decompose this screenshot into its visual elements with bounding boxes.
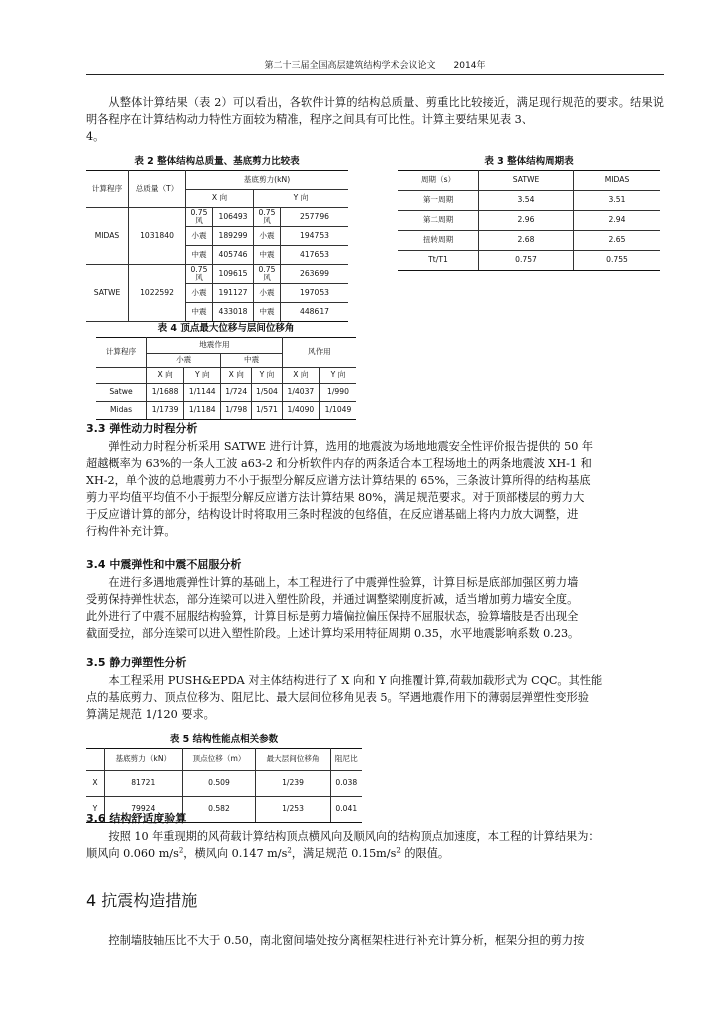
- section-3-5-title: 3.5 静力弹塑性分析: [86, 656, 187, 669]
- table4-header-medium: 中震: [221, 354, 282, 368]
- section-3-4-line: 在进行多遇地震弹性计算的基础上，本工程进行了中震弹性验算，计算目标是底部加强区剪力墙: [108, 576, 579, 589]
- section-3-3-line: XH-2，单个波的总地震剪力不小于振型分解反应谱方法计算结果的 65%，三条波计算所得的结构基底: [86, 474, 591, 487]
- table3-cell: 第一周期: [398, 191, 479, 211]
- table2-cell: 433018: [213, 303, 254, 322]
- table2-program-satwe: SATWE: [86, 265, 129, 322]
- table3-caption: 表 3 整体结构周期表: [484, 156, 574, 167]
- table2-mass-satwe: 1022592: [129, 265, 186, 322]
- section-3-5-line: 点的基底剪力、顶点位移为、阻尼比、最大层间位移角见表 5。罕遇地震作用下的薄弱层弹塑性变形验: [86, 691, 589, 704]
- section-3-3-body: [86, 438, 664, 540]
- section-3-4-line: 此外进行了中震不屈服结构验算，计算目标是剪力墙偏拉偏压保持不屈服状态，验算墙肢是否出现全: [86, 610, 579, 623]
- section-3-3-line: 弹性动力时程分析采用 SATWE 进行计算，选用的地震波为场地地震安全性评价报告提供的 50 年: [108, 440, 594, 453]
- table4-cell: 1/4037: [282, 384, 319, 402]
- table5-cell: 0.582: [182, 797, 256, 823]
- table4-cell: 1/724: [221, 384, 252, 402]
- section-3-3-line: 行构件补充计算。: [86, 525, 176, 538]
- page-header: 第二十三届全国高层建筑结构学术会议论文 2014年: [86, 58, 664, 75]
- table3-cell: 2.94: [574, 211, 660, 231]
- table3-cell: 2.65: [574, 231, 660, 251]
- table2-cell: 197053: [281, 284, 349, 303]
- section-3-3-title: 3.3 弹性动力时程分析: [86, 422, 198, 435]
- section-3-6-title: 3.6 结构舒适度验算: [86, 812, 187, 825]
- table2-cell: 191127: [213, 284, 254, 303]
- limit-suffix: 的限值。: [400, 847, 450, 860]
- table4-caption: 表 4 顶点最大位移与层间位移角: [157, 323, 295, 334]
- table2-cell: 小震: [186, 284, 213, 303]
- table3-cell: Tt/T1: [398, 251, 479, 271]
- table2-cell: 小震: [254, 284, 281, 303]
- table5-header: 阻尼比: [330, 749, 362, 771]
- section-4-title: 4 抗震构造措施: [86, 891, 198, 910]
- table2-cell: 小震: [254, 227, 281, 246]
- intro-line-2: 要求。结果说明各程序在计算结构动力特性方面较为精准，程序之间具有可比性。计算主要结果见表 3、: [86, 96, 664, 126]
- table3: [398, 170, 660, 271]
- table4-dir: Y 向: [184, 368, 221, 384]
- table2-cell: 194753: [281, 227, 349, 246]
- table2-cell: 189299: [213, 227, 254, 246]
- table3-cell: 2.68: [479, 231, 574, 251]
- table2-cell: 中震: [186, 246, 213, 265]
- table2-cell: 106493: [213, 208, 254, 227]
- table4-cell: 1/1739: [147, 402, 184, 420]
- wind-along-value: 顺风向 0.060 m/s: [86, 847, 179, 860]
- table2-cell: 448617: [281, 303, 349, 322]
- section-3-3-line: 超越概率为 63%的一条人工波 a63-2 和分析软件内存的两条适合本工程场地土的两条地震波 XH-1 和: [86, 457, 592, 470]
- table2-header-y: Y 向: [254, 190, 349, 208]
- table5-header: 基底剪力（kN）: [105, 749, 183, 771]
- table4-header-wind: 风作用: [282, 338, 356, 368]
- table2-cell: 417653: [281, 246, 349, 265]
- table4-cell: 1/798: [221, 402, 252, 420]
- code-limit-value: ，满足规范 0.15m/s: [291, 847, 397, 860]
- table4-cell: 1/1184: [184, 402, 221, 420]
- table5-cell: Y: [86, 797, 105, 823]
- table4-cell: Satwe: [96, 384, 147, 402]
- section-3-3-line: 剪力平均值平均值不小于振型分解反应谱方法计算结果 80%，满足规范要求。对于顶部楼层的剪力大: [86, 491, 585, 504]
- table2-header-x: X 向: [186, 190, 254, 208]
- table3-cell: 2.96: [479, 211, 574, 231]
- table2-cell: 0.75 风: [186, 208, 213, 227]
- table5-header: 最大层间位移角: [256, 749, 330, 771]
- table2-cell: 0.75 风: [186, 265, 213, 284]
- section-3-4-title: 3.4 中震弹性和中震不屈服分析: [86, 558, 242, 571]
- table4-cell: 1/990: [319, 384, 356, 402]
- section-3-6-line: [86, 845, 664, 862]
- table3-cell: 0.755: [574, 251, 660, 271]
- section-3-3-line: 于反应谱计算的部分，结构设计时将取用三条时程波的包络值，在反应谱基础上将内力放大调整，进: [86, 508, 579, 521]
- table4-cell: 1/1688: [147, 384, 184, 402]
- table5-cell: 0.509: [182, 771, 256, 797]
- table2-cell: 405746: [213, 246, 254, 265]
- table5-cell: 1/239: [256, 771, 330, 797]
- superscript: 2: [287, 846, 292, 855]
- intro-paragraph: [86, 94, 664, 145]
- section-3-4-line: 截面受拉，部分连梁可以进入塑性阶段。上述计算均采用特征周期 0.35，水平地震影响系数 0.23。: [86, 627, 580, 640]
- table3-cell: 0.757: [479, 251, 574, 271]
- table2-cell: 中震: [254, 303, 281, 322]
- table5-cell: 0.038: [330, 771, 362, 797]
- section-4-line: 控制墙肢轴压比不大于 0.50，南北窗间墙处按分离框架柱进行补充计算分析，框架分担的剪力按: [108, 934, 585, 947]
- table5-cell: 81721: [105, 771, 183, 797]
- table2-mass-midas: 1031840: [129, 208, 186, 265]
- table2: [86, 170, 348, 322]
- table3-header: MIDAS: [574, 171, 660, 191]
- table2-cell: 中震: [186, 303, 213, 322]
- section-3-5-line: 算满足规范 1/120 要求。: [86, 708, 215, 721]
- table4: [96, 337, 356, 420]
- section-3-6-body: [86, 828, 664, 862]
- table4-cell: Midas: [96, 402, 147, 420]
- section-3-4-body: [86, 574, 664, 642]
- table3-header: SATWE: [479, 171, 574, 191]
- intro-line-3: 4。: [86, 130, 105, 143]
- table2-cell: 109615: [213, 265, 254, 284]
- table2-cell: 小震: [186, 227, 213, 246]
- table3-header: 周期（s）: [398, 171, 479, 191]
- table2-caption: 表 2 整体结构总质量、基底剪力比较表: [134, 156, 300, 167]
- table2-cell: 0.75 风: [254, 265, 281, 284]
- section-3-4-line: 受剪保持弹性状态，部分连梁可以进入塑性阶段，并通过调整梁刚度折减，适当增加剪力墙安全度。: [86, 593, 579, 606]
- table4-cell: [96, 368, 147, 384]
- superscript: 2: [396, 846, 401, 855]
- table5-caption: 表 5 结构性能点相关参数: [169, 734, 279, 745]
- table3-cell: 第二周期: [398, 211, 479, 231]
- superscript: 2: [178, 846, 184, 855]
- table2-header-program: 计算程序: [86, 171, 129, 208]
- table5-cell: 79924: [105, 797, 183, 823]
- wind-across-value: ，横风向 0.147 m/s: [183, 847, 288, 860]
- table3-cell: 扭转周期: [398, 231, 479, 251]
- table4-cell: 1/571: [252, 402, 283, 420]
- table2-cell: 263699: [281, 265, 349, 284]
- section-3-5-body: [86, 672, 664, 723]
- table4-dir: X 向: [147, 368, 184, 384]
- table4-cell: 1/4090: [282, 402, 319, 420]
- intro-line-1: 从整体计算结果（表 2）可以看出，各软件计算的结构总质量、剪重比比较接近，满足现行规范的: [108, 96, 597, 109]
- table5-cell: 0.041: [330, 797, 362, 823]
- table4-cell: 1/1049: [319, 402, 356, 420]
- table5-header: 顶点位移（m）: [182, 749, 256, 771]
- table4-header-program: 计算程序: [96, 338, 147, 368]
- table2-cell: 257796: [281, 208, 349, 227]
- table2-header-mass: 总质量（T）: [129, 171, 186, 208]
- table4-cell: 1/1144: [184, 384, 221, 402]
- table5-header: [86, 749, 105, 771]
- table2-cell: 中震: [254, 246, 281, 265]
- table2-header-shear: 基底剪力(kN): [186, 171, 349, 190]
- table2-cell: 0.75 风: [254, 208, 281, 227]
- section-3-6-line: 按照 10 年重现期的风荷载计算结构顶点横风向及顺风向的结构顶点加速度，本工程的计算结果为：: [108, 830, 600, 843]
- table4-dir: X 向: [221, 368, 252, 384]
- table4-header-seismic: 地震作用: [147, 338, 283, 354]
- table4-header-small: 小震: [147, 354, 221, 368]
- table4-dir: Y 向: [252, 368, 283, 384]
- table2-program-midas: MIDAS: [86, 208, 129, 265]
- table3-cell: 3.54: [479, 191, 574, 211]
- table4-dir: X 向: [282, 368, 319, 384]
- section-3-5-line: 本工程采用 PUSH&EPDA 对主体结构进行了 X 向和 Y 向推覆计算,荷载加载形式为 CQC。其性能: [108, 674, 603, 687]
- table5-cell: 1/253: [256, 797, 330, 823]
- table4-cell: 1/504: [252, 384, 283, 402]
- table3-cell: 3.51: [574, 191, 660, 211]
- table5-cell: X: [86, 771, 105, 797]
- table4-dir: Y 向: [319, 368, 356, 384]
